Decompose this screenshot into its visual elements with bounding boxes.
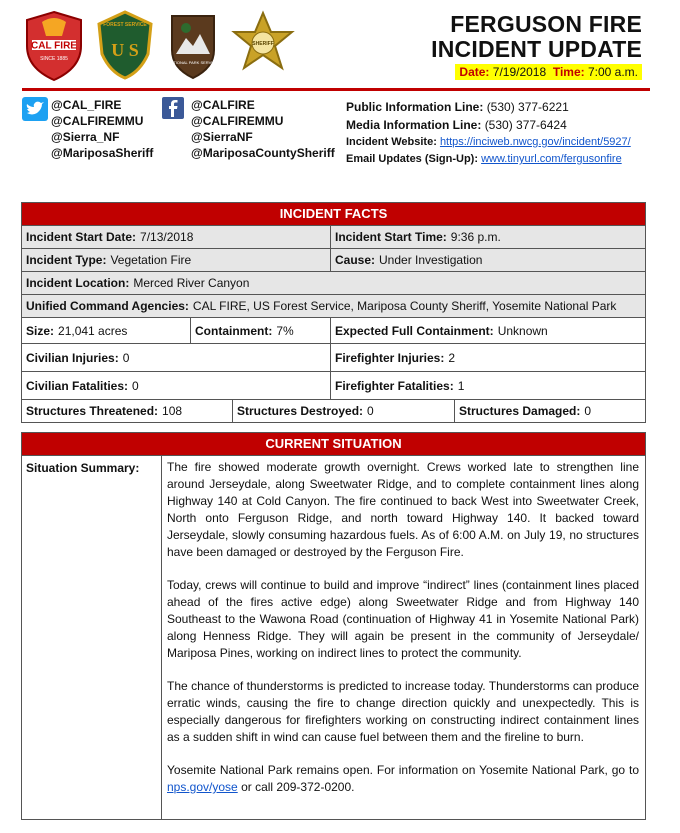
contact-info [346, 98, 631, 168]
nps-logo-icon [166, 10, 220, 80]
svg-text:CAL FIRE: CAL FIRE [31, 40, 77, 52]
facebook-handles [162, 97, 335, 161]
facts-row [22, 248, 645, 271]
agency-logos [24, 10, 304, 82]
incident-website: Incident Website: https://inciweb.nwcg.gov/incident/5927/ [346, 136, 631, 148]
incident-facts-heading: INCIDENT FACTS [22, 203, 645, 225]
incident-type-cell: Incident Type: Vegetation Fire [26, 253, 192, 267]
facts-row [22, 371, 645, 399]
facts-row [22, 271, 645, 294]
situation-paragraph: Today, crews will continue to build and improve “indirect” lines (containment lines placed ahead of the fires active edge) along Sweetwater Ridge and from Highway 140 Southeast to the Wawona Road (continuation of Highway 41 in Yosemite National Park) along Henness Ridge. They will again be present in the community of Jerseydale/ Mariposa Pines, working on indirect lines to protect the community. [167, 578, 639, 660]
svg-text:SINCE 1885: SINCE 1885 [40, 56, 68, 62]
facebook-handle[interactable]: @SierraNF [191, 130, 253, 144]
facebook-handle[interactable]: @MariposaCountySheriff [191, 146, 335, 160]
twitter-handle[interactable]: @MariposaSheriff [51, 146, 154, 160]
situation-summary-text [162, 456, 645, 819]
header-divider [22, 88, 650, 91]
facts-row [22, 317, 645, 343]
twitter-handle[interactable]: @CAL_FIRE [51, 98, 122, 112]
time-value: 7:00 a.m. [587, 65, 638, 79]
title-line-2: INCIDENT UPDATE [431, 36, 642, 62]
current-situation-section [21, 432, 646, 820]
calfire-logo-icon [24, 10, 84, 82]
svg-text:SHERIFF: SHERIFF [252, 41, 274, 47]
structures-damaged-cell: Structures Damaged: 0 [454, 400, 645, 422]
svg-text:U S: U S [111, 40, 139, 60]
situation-paragraph: The chance of thunderstorms is predicted to increase today. Thunderstorms can produce erratic winds, causing the fire to change direction quickly and unexpectedly. This is especially dangerous for firefighters working on constructing indirect containment lines as a sudden shift in wind can cause fuel between them and the fireline to burn. [167, 679, 639, 744]
email-updates: Email Updates (Sign-Up): www.tinyurl.com/fergusonfire [346, 153, 622, 165]
incident-facts-table [21, 202, 646, 423]
usfs-logo-icon [96, 10, 154, 80]
situation-summary-label: Situation Summary: [22, 456, 162, 819]
start-date-cell: Incident Start Date: 7/13/2018 [26, 230, 194, 244]
current-situation-heading: CURRENT SITUATION [22, 433, 645, 455]
facebook-icon[interactable] [162, 97, 184, 119]
twitter-handle[interactable]: @Sierra_NF [51, 130, 120, 144]
twitter-icon[interactable] [22, 97, 48, 121]
start-time-cell: Incident Start Time: 9:36 p.m. [330, 226, 645, 248]
situation-body [22, 455, 645, 819]
date-label: Date: [459, 65, 490, 79]
civilian-injuries-cell: Civilian Injuries: 0 [26, 350, 130, 365]
location-cell: Incident Location: Merced River Canyon [26, 276, 250, 290]
agencies-cell: Unified Command Agencies: CAL FIRE, US Forest Service, Mariposa County Sheriff, Yosemite National Park [26, 299, 617, 313]
time-label: Time: [552, 65, 585, 79]
email-signup-link[interactable]: www.tinyurl.com/fergusonfire [481, 153, 622, 165]
facts-row [22, 294, 645, 317]
facts-row [22, 399, 645, 422]
incident-website-link[interactable]: https://inciweb.nwcg.gov/incident/5927/ [439, 136, 631, 148]
media-info-line: Media Information Line: (530) 377-6424 [346, 118, 567, 132]
situation-paragraph: The fire showed moderate growth overnight. Crews worked late to strengthen line around Jerseydale, along Sweetwater Ridge, and to complete containment lines along Highway 140 at Cold Canyon. The fire continued to back West into Sweetwater Creek, North onto Ferguson Ridge, and north toward Highway 140. It backed toward Jerseydale, slowly consuming hazardous fuels. As of 6:00 A.M. on July 19, no structures have been damaged or destroyed by the Ferguson Fire. [167, 460, 639, 559]
date-time-highlight [455, 64, 642, 80]
facebook-handle[interactable]: @CALFIREMMU [191, 114, 284, 128]
facts-row [22, 225, 645, 248]
expected-containment-cell: Expected Full Containment: Unknown [330, 318, 645, 343]
facebook-handle[interactable]: @CALFIRE [191, 98, 255, 112]
structures-destroyed-cell: Structures Destroyed: 0 [232, 400, 454, 422]
title-block [431, 12, 642, 81]
structures-threatened-cell: Structures Threatened: 108 [26, 404, 183, 418]
public-info-line: Public Information Line: (530) 377-6221 [346, 100, 569, 114]
twitter-handle[interactable]: @CALFIREMMU [51, 114, 144, 128]
twitter-handles [22, 97, 153, 161]
title-line-1: FERGUSON FIRE [450, 11, 642, 37]
cause-cell: Cause: Under Investigation [330, 249, 645, 271]
size-cell: Size: 21,041 acres [26, 323, 128, 338]
firefighter-fatalities-cell: Firefighter Fatalities: 1 [330, 372, 645, 399]
civilian-fatalities-cell: Civilian Fatalities: 0 [26, 378, 139, 393]
sheriff-badge-icon [228, 10, 298, 80]
date-value: 7/19/2018 [492, 65, 547, 79]
facts-row [22, 343, 645, 371]
containment-cell: Containment: 7% [190, 318, 330, 343]
svg-text:NATIONAL PARK SERVICE: NATIONAL PARK SERVICE [168, 60, 218, 65]
firefighter-injuries-cell: Firefighter Injuries: 2 [330, 344, 645, 371]
nps-link[interactable]: nps.gov/yose [167, 780, 238, 794]
situation-paragraph: Yosemite National Park remains open. For information on Yosemite National Park, go to nps.gov/yose or call 209-372-0200. [167, 763, 639, 794]
svg-text:FOREST SERVICE: FOREST SERVICE [103, 22, 147, 28]
